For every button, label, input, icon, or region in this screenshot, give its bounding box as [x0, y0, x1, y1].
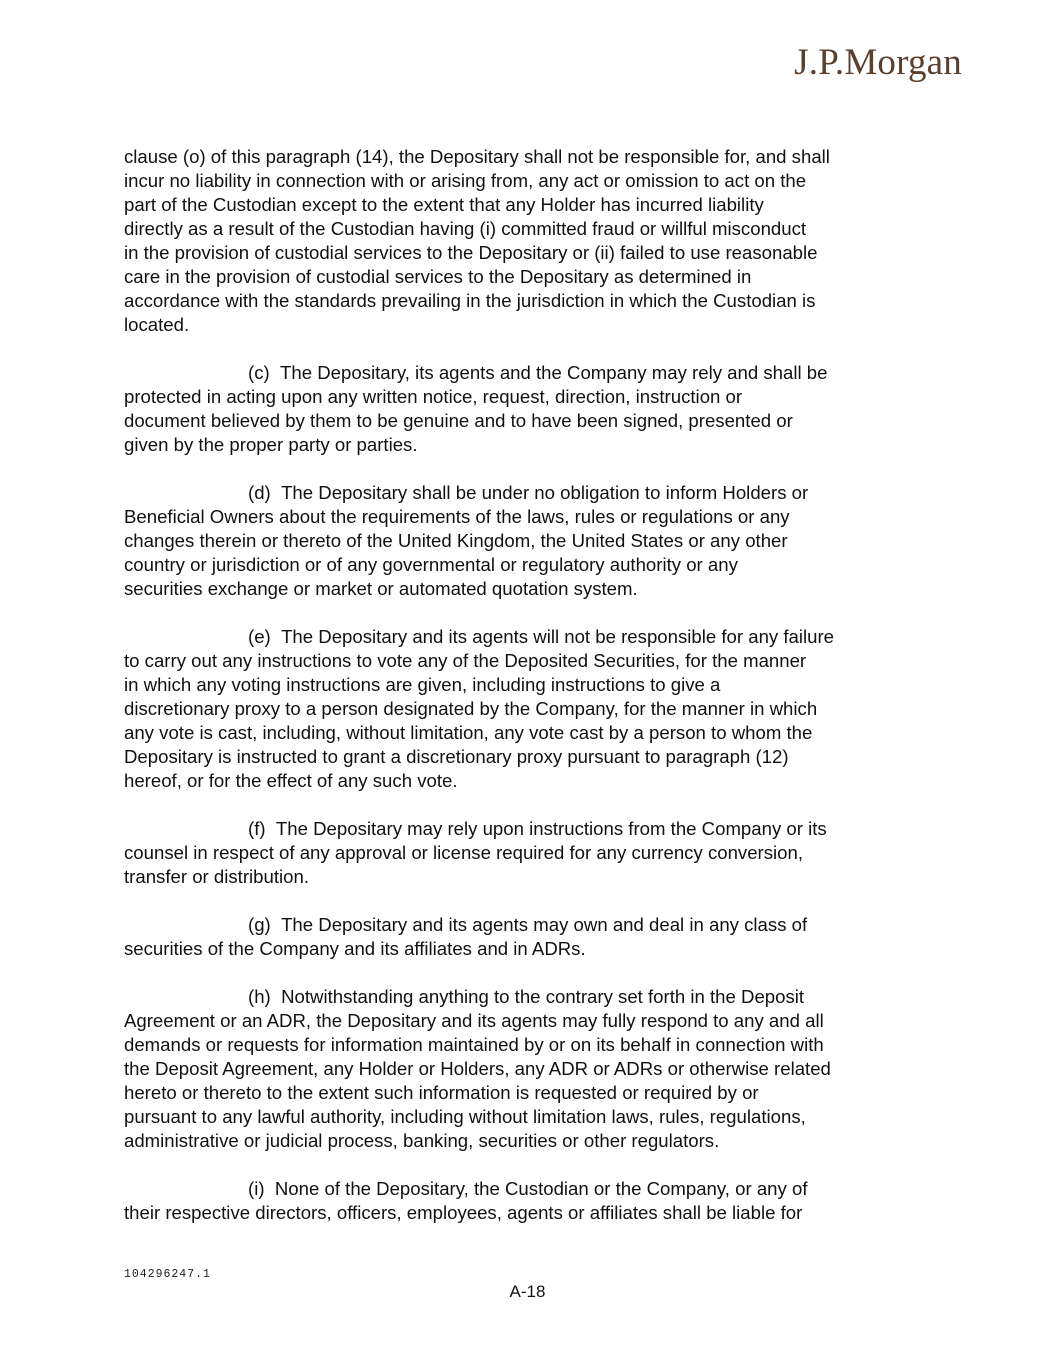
- line-text: securities of the Company and its affiliates and in ADRs.: [124, 938, 586, 959]
- line-text: changes therein or thereto of the United Kingdom, the United States or any other: [124, 530, 788, 551]
- line-text: Notwithstanding anything to the contrary set forth in the Deposit: [281, 986, 805, 1007]
- line-text: hereof, or for the effect of any such vote.: [124, 770, 458, 791]
- document-number: 104296247.1: [124, 1268, 211, 1281]
- line-text: Agreement or an ADR, the Depositary and its agents may fully respond to any and all: [124, 1010, 824, 1031]
- line-text: The Depositary, its agents and the Company may rely and shall be: [280, 362, 828, 383]
- line-text: part of the Custodian except to the extent that any Holder has incurred liability: [124, 194, 764, 215]
- line-text: the Deposit Agreement, any Holder or Holders, any ADR or ADRs or otherwise related: [124, 1058, 831, 1079]
- text-line: [124, 721, 939, 745]
- text-line: [124, 481, 939, 505]
- document-body: [124, 145, 939, 1249]
- line-text: Beneficial Owners about the requirements of the laws, rules or regulations or any: [124, 506, 790, 527]
- paragraph: [124, 817, 939, 889]
- line-text: document believed by them to be genuine and to have been signed, presented or: [124, 410, 793, 431]
- line-text: in the provision of custodial services to the Depositary or (ii) failed to use reasonable: [124, 242, 818, 263]
- text-line: [124, 937, 939, 961]
- text-line: [124, 505, 939, 529]
- text-line: [124, 841, 939, 865]
- text-line: [124, 529, 939, 553]
- paragraph-marker: (i): [248, 1178, 265, 1199]
- text-line: [124, 625, 939, 649]
- line-text: hereto or thereto to the extent such information is requested or required by or: [124, 1082, 759, 1103]
- text-line: [124, 553, 939, 577]
- line-text: their respective directors, officers, employees, agents or affiliates shall be liable for: [124, 1202, 803, 1223]
- text-line: [124, 1177, 939, 1201]
- text-line: [124, 361, 939, 385]
- paragraph: [124, 625, 939, 793]
- paragraph-marker: (h): [248, 986, 271, 1007]
- paragraph: [124, 481, 939, 601]
- line-text: counsel in respect of any approval or license required for any currency conversion,: [124, 842, 804, 863]
- text-line: [124, 313, 939, 337]
- line-text: demands or requests for information maintained by or on its behalf in connection with: [124, 1034, 824, 1055]
- text-line: [124, 145, 939, 169]
- text-line: [124, 745, 939, 769]
- text-line: [124, 913, 939, 937]
- line-text: None of the Depositary, the Custodian or the Company, or any of: [274, 1178, 808, 1199]
- text-line: [124, 1057, 939, 1081]
- line-text: protected in acting upon any written notice, request, direction, instruction or: [124, 386, 743, 407]
- line-text: The Depositary and its agents may own and deal in any class of: [281, 914, 808, 935]
- paragraph-marker: (g): [248, 914, 271, 935]
- text-line: [124, 649, 939, 673]
- text-line: [124, 985, 939, 1009]
- text-line: [124, 289, 939, 313]
- text-line: [124, 817, 939, 841]
- paragraph: [124, 985, 939, 1153]
- line-text: discretionary proxy to a person designated by the Company, for the manner in which: [124, 698, 818, 719]
- page-number: A-18: [509, 1282, 546, 1301]
- paragraph: [124, 361, 939, 457]
- text-line: [124, 673, 939, 697]
- text-line: [124, 697, 939, 721]
- line-text: The Depositary shall be under no obligation to inform Holders or: [281, 482, 809, 503]
- paragraph: [124, 145, 939, 337]
- paragraph: [124, 1177, 939, 1225]
- text-line: [124, 1033, 939, 1057]
- line-text: transfer or distribution.: [124, 866, 309, 887]
- text-line: [124, 409, 939, 433]
- line-text: Depositary is instructed to grant a discretionary proxy pursuant to paragraph (12): [124, 746, 789, 767]
- text-line: [124, 577, 939, 601]
- text-line: [124, 385, 939, 409]
- line-text: to carry out any instructions to vote any of the Deposited Securities, for the manner: [124, 650, 807, 671]
- line-text: accordance with the standards prevailing in the jurisdiction in which the Custodian is: [124, 290, 816, 311]
- paragraph-marker: (d): [248, 482, 271, 503]
- text-line: [124, 1105, 939, 1129]
- line-text: any vote is cast, including, without limitation, any vote cast by a person to whom the: [124, 722, 813, 743]
- line-text: care in the provision of custodial services to the Depositary as determined in: [124, 266, 752, 287]
- text-line: [124, 193, 939, 217]
- line-text: in which any voting instructions are given, including instructions to give a: [124, 674, 721, 695]
- line-text: clause (o) of this paragraph (14), the Depositary shall not be responsible for, and shall: [124, 146, 830, 167]
- line-text: securities exchange or market or automated quotation system.: [124, 578, 638, 599]
- text-line: [124, 1201, 939, 1225]
- text-line: [124, 169, 939, 193]
- line-text: incur no liability in connection with or arising from, any act or omission to act on the: [124, 170, 807, 191]
- text-line: [124, 433, 939, 457]
- line-text: directly as a result of the Custodian having (i) committed fraud or willful misconduct: [124, 218, 807, 239]
- paragraph-marker: (e): [248, 626, 271, 647]
- text-line: [124, 769, 939, 793]
- text-line: [124, 1081, 939, 1105]
- text-line: [124, 1009, 939, 1033]
- text-line: [124, 265, 939, 289]
- text-line: [124, 865, 939, 889]
- line-text: administrative or judicial process, banking, securities or other regulators.: [124, 1130, 720, 1151]
- paragraph-marker: (f): [248, 818, 266, 839]
- text-line: [124, 241, 939, 265]
- line-text: given by the proper party or parties.: [124, 434, 418, 455]
- text-line: [124, 217, 939, 241]
- jpmorgan-logo: J.P.Morgan: [794, 42, 962, 83]
- line-text: pursuant to any lawful authority, including without limitation laws, rules, regulations,: [124, 1106, 806, 1127]
- line-text: The Depositary may rely upon instructions from the Company or its: [275, 818, 827, 839]
- text-line: [124, 1129, 939, 1153]
- paragraph: [124, 913, 939, 961]
- line-text: country or jurisdiction or of any governmental or regulatory authority or any: [124, 554, 738, 575]
- paragraph-marker: (c): [248, 362, 270, 383]
- line-text: The Depositary and its agents will not be responsible for any failure: [281, 626, 835, 647]
- line-text: located.: [124, 314, 190, 335]
